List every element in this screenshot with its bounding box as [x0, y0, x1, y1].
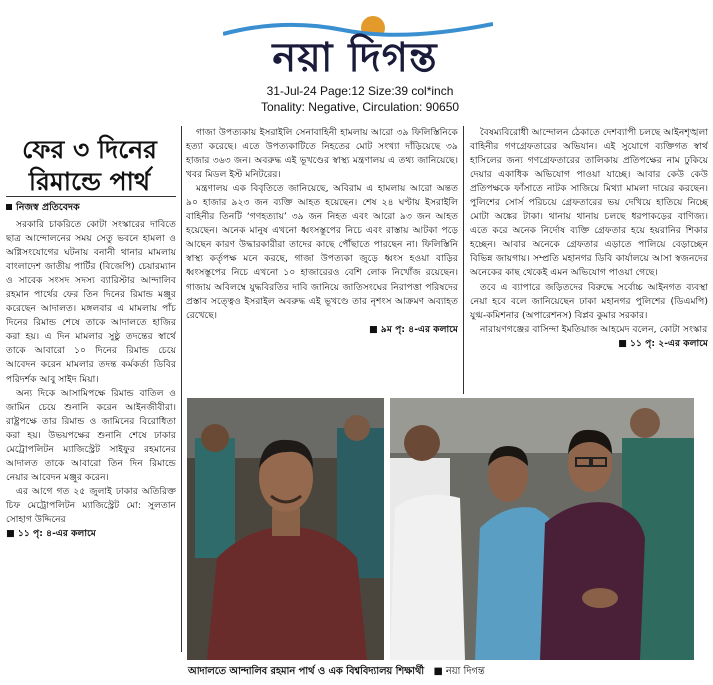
square-bullet-icon	[6, 204, 12, 210]
newspaper-logo	[205, 6, 505, 81]
photo-caption	[188, 664, 688, 681]
byline	[6, 201, 166, 216]
continuation-note: ■ ১১ পৃ: ২-এর কলামে	[618, 337, 708, 349]
continuation-note: ■ ৯ম পৃ: ৪-এর কলামে	[369, 323, 458, 335]
article-right-body	[470, 126, 708, 396]
clip-info-line2: Tonality: Negative, Circulation: 90650	[260, 100, 460, 114]
column-rule	[181, 126, 182, 652]
caption-text: আদালতে আন্দালিব রহমান পার্থ ও এক বিশ্ববিদ্যালয় শিক্ষার্থী	[188, 666, 425, 677]
paragraph: সরকারি চাকরিতে কোটা সংস্কারের দাবিতে ছাত্র আন্দোলনের সময় সেতু ভবনে হামলা ও অগ্নিসংযোগের ঘটনায় বনানী থানার মামলায় বাংলাদেশ জাতীয় পার্টির (বিজেপি) চেয়ারম্যান ও সাবেক সংসদ সদস্য ব্যারিস্টার আন্দালিব রহমান পার্থের ফের তিন দিনের রিমান্ড মঞ্জুর করেছেন আদালত। মঙ্গলবার এ মামলায় পাঁচ দিনের রিমান্ড শেষে তাকে আদালতে হাজির করা হয়। এ দিন মামলার সুষ্ঠু তদন্তের স্বার্থে তাকে আবারো ১০ দিনের রিমান্ড চেয়ে আবেদন করেন মামলার তদন্ত কর্মকর্তা ডিবির পরিদর্শক আবু সাইদ মিয়া।	[6, 219, 176, 385]
photo-right	[390, 398, 694, 660]
clip-info-line1: 31-Jul-24 Page:12 Size:39 col*inch	[266, 84, 454, 98]
column-rule	[463, 126, 464, 394]
paragraph: গাজা উপত্যকায় ইসরাইলি সেনাবাহিনী হামলায় আরো ৩৯ ফিলিস্তিনিকে হত্যা করেছে। এতে উপত্যকাটিতে নিহতের মোট সংখ্যা দাঁড়িয়েছে ৩৯ হাজার ৩৬৩ জন। অবরুদ্ধ এই ভূখণ্ডের স্বাস্থ্য মন্ত্রণালয় এ তথ্য জানিয়েছে। খবর মিডল ইস্ট মনিটরের।	[186, 127, 458, 181]
logo-text: নয়া দিগন্ত	[272, 34, 438, 81]
photo-right-image	[390, 398, 694, 660]
paragraph: নারায়ণগঞ্জের বাসিন্দা ইমতিয়াজ আহমেদ বলেন, কোটা সংস্কার	[480, 323, 708, 335]
paragraph: মন্ত্রণালয় এক বিবৃতিতে জানিয়েছে, অবিরাম এ হামলায় আরো অন্তত ৯০ হাজার ৯২৩ জন ব্যক্তি আহত হয়েছেন। শেষ ২৪ ঘণ্টায় ইসরাইলি বাহিনীর তিনটি ‘গণহত্যায়’ ৩৯ জন নিহত এবং আরো ৯৩ জন আহত হয়েছেন। অনেক মানুষ এখনো ধ্বংসস্তূপের নিচে এবং রাস্তায় আটকা পড়ে আছেন কারণ উদ্ধারকারীরা তাদের কাছে পৌঁছাতে পারছেন না। ফিলিস্তিনি স্বাস্থ্য কর্তৃপক্ষ মনে করছে, গাজা উপত্যকা জুড়ে ধ্বংস হওয়া বাড়ির ধ্বংসস্তূপের নিচে এখনো ১০ হাজারেরও বেশি লোক নিখোঁজ রয়েছেন। গাজায় অবিলম্বে যুদ্ধবিরতির দাবি জানিয়ে জাতিসংঘের নিরাপত্তা পরিষদের প্রস্তাব সত্ত্বেও ইসরাইল অবরুদ্ধ এই ভূখণ্ডে তার নৃশংস আক্রমণ অব্যাহত রেখেছে।	[186, 183, 458, 321]
article-headline	[2, 134, 177, 198]
headline-line-2: রিমান্ডে পার্থ	[28, 167, 151, 196]
article-middle-body	[186, 126, 458, 396]
paragraph: বৈষম্যবিরোধী আন্দোলন ঠেকাতে দেশব্যাপী চলছে আইনশৃঙ্খলা বাহিনীর গণগ্রেফতারের অভিযান। এই সুযোগে ব্যক্তিগত স্বার্থ হাসিলের জন্য গণগ্রেফতারের তালিকায় প্রতিপক্ষের নাম ঢুকিয়ে দেয়ার একাধিক অভিযোগ পাওয়া যাচ্ছে। আবার কেউ কেউ প্রতিপক্ষকে ফাঁসাতে নাটক সাজিয়ে মিথ্যা মামলা দায়ের করছেন। পুলিশের সোর্স পরিচয়ে গ্রেফতারের ভয় দেখিয়ে হাতিয়ে নিচ্ছে মোটা অঙ্কের টাকা। থানায় থানায় চলছে ধরপাকড়ের বাণিজ্য। এতে করে অনেক নির্দোষ ব্যক্তি গ্রেফতার হয়ে হয়রানির শিকার হচ্ছেন। আবার অনেকে গ্রেফতার এড়াতে পালিয়ে বেড়াচ্ছেন বিভিন্ন জায়গায়। সম্প্রতি মহানগর ডিবি কার্যালয়ে আসা স্বজনদের অনেকের কাছ থেকেই এমন অভিযোগ পাওয়া গেছে।	[470, 127, 708, 279]
paragraph: এর আগে গত ২৫ জুলাই ঢাকার অতিরিক্ত চিফ মেট্রোপলিটন ম্যাজিস্ট্রেট মো: সুলতান সোহাগ উদ্দিনের	[6, 485, 176, 525]
article-left-body	[6, 218, 176, 654]
paragraph: তবে এ ব্যাপারে জড়িতদের বিরুদ্ধে সর্বোচ্চ আইনগত ব্যবস্থা নেয়া হবে বলে জানিয়েছেন ঢাকা মহানগর পুলিশের (ডিএমপি) যুগ্ম-কমিশনার (অপারেশনস) বিপ্লব কুমার সরকার।	[470, 281, 708, 321]
photo-left	[187, 398, 384, 660]
photo-credit: ■ নয়া দিগন্ত	[433, 666, 485, 677]
photo-left-image	[187, 398, 384, 660]
divider	[6, 196, 176, 197]
byline-text: নিজস্ব প্রতিবেদক	[16, 202, 80, 213]
headline-line-1: ফের ৩ দিনের	[22, 135, 157, 164]
paragraph: অন্য দিকে আসামিপক্ষে রিমান্ড বাতিল ও জামিন চেয়ে শুনানি করেন আইনজীবীরা। রাষ্ট্রপক্ষে তার রিমান্ড ও জামিনের বিরোধিতা করা হয়। উভয়পক্ষের শুনানি শেষে ঢাকার মেট্রোপলিটন ম্যাজিস্ট্রেট সাইফুর রহমানের আদালত তাকে আবারো তিন দিন রিমান্ডে নেয়ার আবেদন মঞ্জুর করেন।	[6, 387, 176, 483]
continuation-note: ■ ১১ পৃ: ৪-এর কলামে	[6, 528, 96, 540]
